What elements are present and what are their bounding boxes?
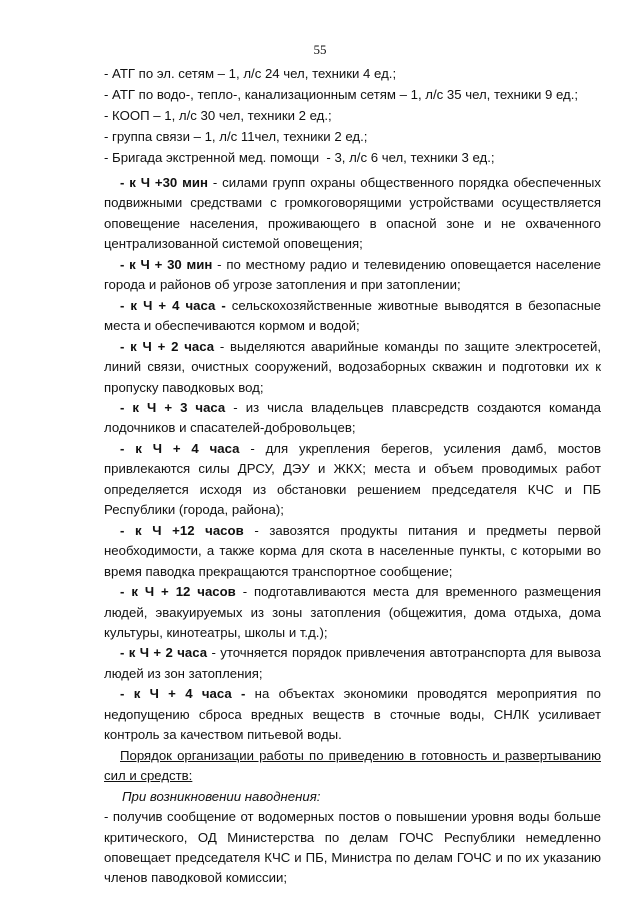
resource-item: - Бригада экстренной мед. помощи - 3, л/с 6 чел, техники 3 ед.; xyxy=(104,150,495,165)
measure-paragraph xyxy=(104,296,601,337)
measure-text: - для укрепления берегов, усиления дамб, мостов привлекаются силы ДРСУ, ДЭУ и ЖКХ; места и объем проводимых работ определяется исходя из обстановки решением председателя КЧС и ПБ Республики (города, района); xyxy=(104,440,601,518)
measure-time-label: - к Ч + 30 мин xyxy=(120,256,213,272)
measure-paragraph xyxy=(104,521,601,582)
measure-time-label: - к Ч + 4 часа - xyxy=(120,686,246,702)
measure-time-label: - к Ч + 2 часа xyxy=(120,645,208,661)
final-paragraph: - получив сообщение от водомерных постов о повышении уровня воды больше критического, ОД Министерства по делам ГОЧС Республики немедленно оповещает председателя КЧС и ПБ, Министра по делам ГОЧС и по их указанию членов паводковой комиссии; xyxy=(104,809,601,886)
measure-text: - силами групп охраны общественного порядка обеспеченных подвижными средствами с громкоговорящими устройствами осуществляется оповещение населения, проживающего в опасной зоне и не охваченного централизованной системой оповещения; xyxy=(104,175,601,252)
measure-paragraph xyxy=(104,684,601,745)
measure-time-label: - к Ч + 2 часа xyxy=(120,338,215,354)
resource-item: - АТГ по эл. сетям – 1, л/с 24 чел, техники 4 ед.; xyxy=(104,66,397,81)
measure-paragraph xyxy=(104,398,601,439)
measure-text: - из числа владельцев плавсредств создаются команда лодочников и спасателей-добровольцев; xyxy=(104,399,602,436)
measure-time-label: - к Ч + 4 часа - xyxy=(120,297,226,313)
resource-item: - группа связи – 1, л/с 11чел, техники 2 ед.; xyxy=(104,129,368,144)
subheading: При возникновении наводнения: xyxy=(122,788,321,804)
measure-text: - по местному радио и телевидению оповещается население города и районов об угрозе затопления и при затоплении; xyxy=(104,256,602,293)
document-body xyxy=(104,173,601,889)
measure-paragraph xyxy=(104,643,601,684)
measure-text: на объектах экономики проводятся мероприятия по недопущению сброса вредных веществ в сточные воды, СНЛК усиливает контроль за качеством питьевой воды. xyxy=(104,686,601,743)
section-heading: Порядок организации работы по приведению в готовность и развертыванию сил и средств: xyxy=(104,747,601,784)
measure-time-label: - к Ч + 12 часов xyxy=(120,584,236,600)
measure-paragraph xyxy=(104,173,601,255)
measure-time-label: - к Ч + 3 часа xyxy=(120,399,226,415)
section-heading-paragraph xyxy=(104,746,601,787)
measure-time-label: - к Ч +30 мин xyxy=(120,175,208,190)
measure-time-label: - к Ч + 4 часа xyxy=(120,440,240,456)
measure-text: - подготавливаются места для временного размещения людей, эвакуируемых из зоны затопления (общежития, дома отдыха, дома культуры, кинотеатры, школы и т.д.); xyxy=(104,584,601,640)
measure-text: - выделяются аварийные команды по защите электросетей, линий связи, очистных сооружений, водозаборных скважин и подготовки их к пропуску паводковых вод; xyxy=(104,338,601,395)
measure-paragraph xyxy=(104,582,601,643)
resource-item: - КООП – 1, л/с 30 чел, техники 2 ед.; xyxy=(104,108,332,123)
resource-item: - АТГ по водо-, тепло-, канализационным сетям – 1, л/с 35 чел, техники 9 ед.; xyxy=(104,87,579,102)
measure-time-label: - к Ч +12 часов xyxy=(120,522,244,538)
measure-paragraph xyxy=(104,255,601,296)
measure-paragraph xyxy=(104,337,601,398)
measure-text: - завозятся продукты питания и предметы первой необходимости, а также корма для скота в населенные пункты, с которыми во время паводка прекращаются транспортное сообщение; xyxy=(104,522,601,579)
measure-text: сельскохозяйственные животные выводятся в безопасные места и обеспечиваются кормом и водой; xyxy=(104,297,601,334)
measure-text: - уточняется порядок привлечения автотранспорта для вывоза людей из зон затопления; xyxy=(104,645,602,681)
measure-paragraph xyxy=(104,439,601,521)
page-number: 55 xyxy=(313,42,327,57)
